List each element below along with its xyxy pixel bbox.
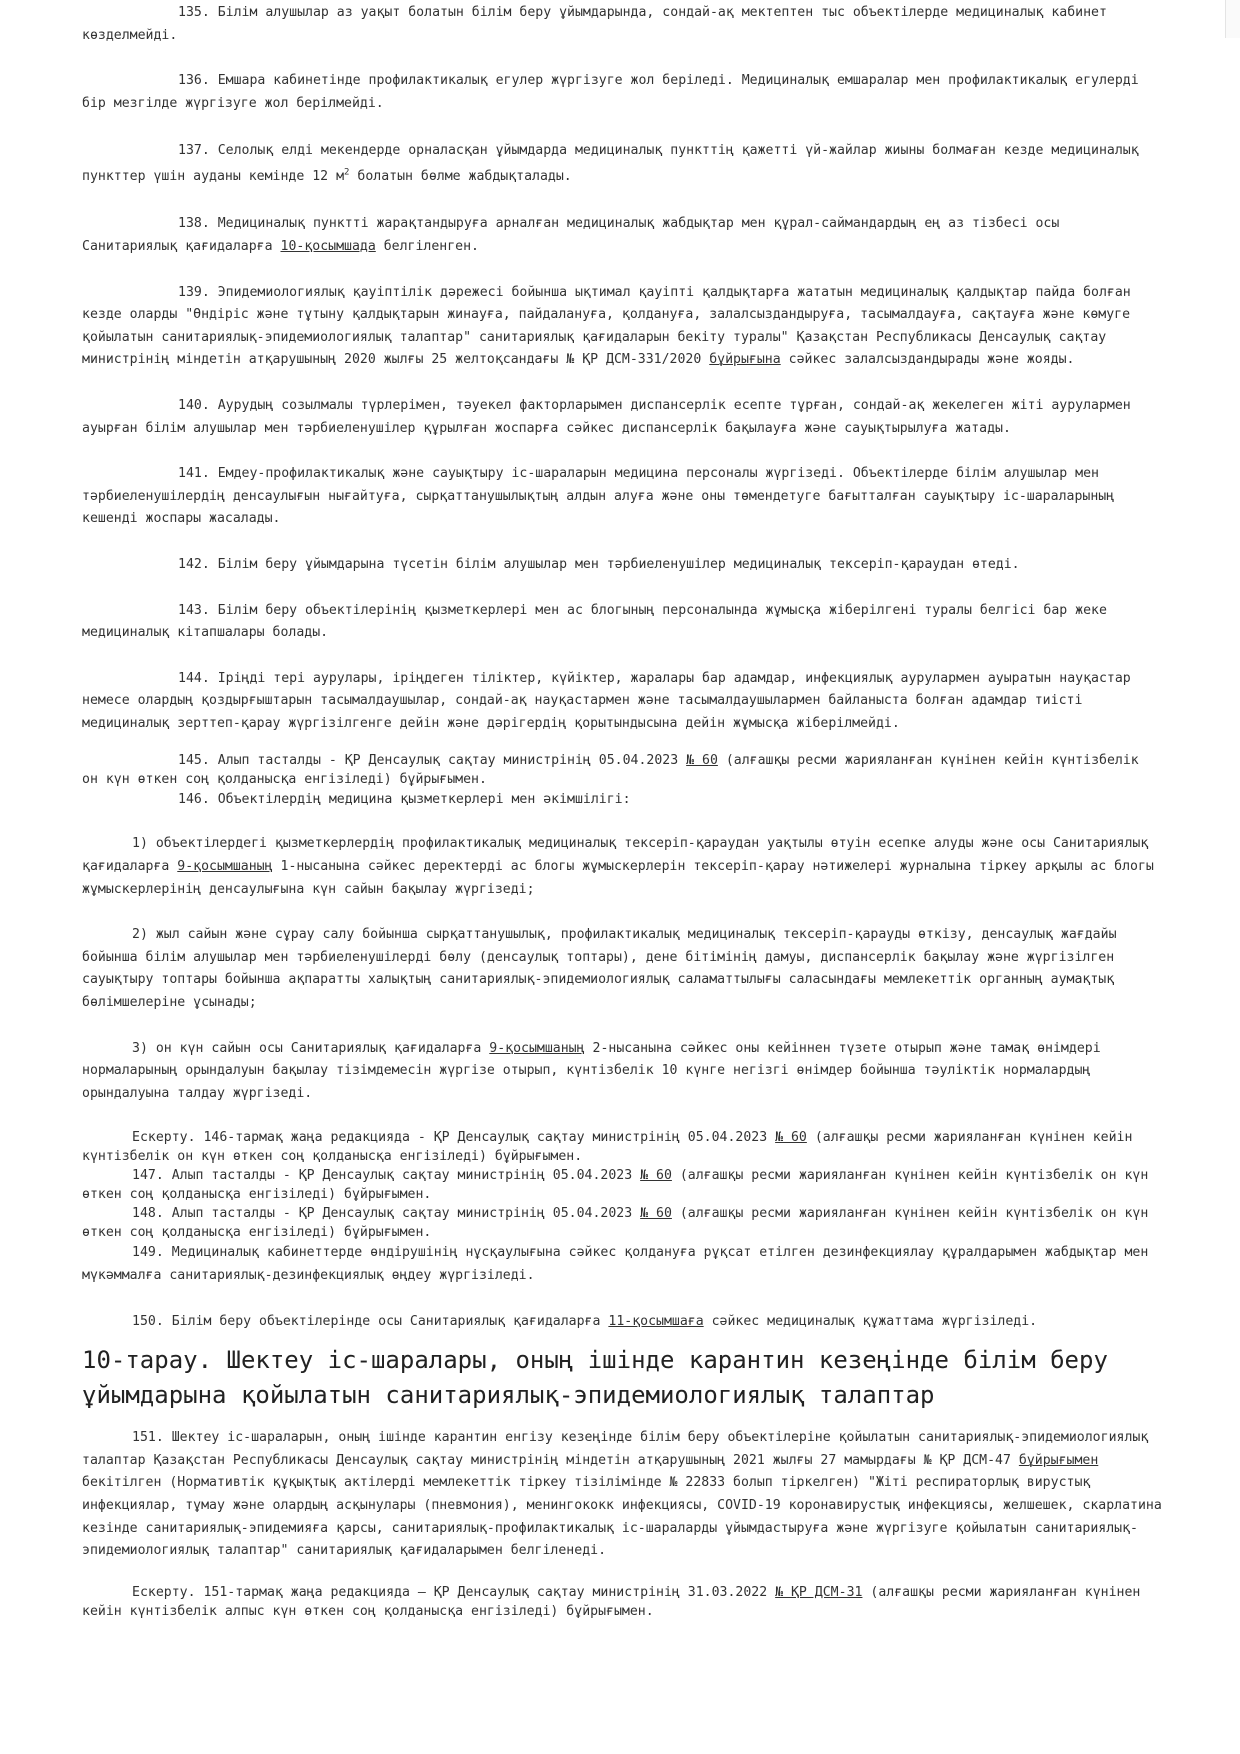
paragraph-text: сәйкес залалсыздандырады және жояды.	[780, 352, 1075, 368]
paragraph-text: 151. Шектеу іс-шараларын, оның ішінде карантин енгізу кезеңінде білім беру объектілеріне қойылатын санитариялық-эпидемиологиялық талаптар Қазақстан Республикасы Денсаулық сақтау министрінің міндетін атқарушының 2021 жылғы 27 мамырдағы № ҚР ДСМ-47	[82, 1430, 1149, 1468]
note-text: Ескерту. 151-тармақ жаңа редакцияда – ҚР Денсаулық сақтау министрінің 31.03.2022	[132, 1584, 776, 1600]
paragraph-text: 138. Медициналық пунктті жарақтандыруға арналған медициналық жабдықтар мен құрал-саймандардың ең аз тізбесі осы Санитариялық қағидаларға	[82, 216, 1060, 254]
paragraph-text: болатын бөлме жабдықталады.	[349, 169, 572, 185]
paragraph-text: 135. Білім алушылар аз уақыт болатын білім беру ұйымдарында, сондай-ақ мектептен тыс объектілерде медициналық кабинет көзделмейді.	[82, 5, 1107, 43]
order-60-link[interactable]: № 60	[640, 1168, 672, 1184]
note-text: (алғашқы ресми жарияланған күнінен кейін күнтізбелік алпыс күн өткен соң қолданысқа енгізіледі) бұйрығымен.	[82, 1584, 1141, 1619]
order-60-link[interactable]: № 60	[640, 1206, 672, 1222]
paragraph-text: 137. Селолық елді мекендерде орналасқан ұйымдарда медициналық пункттің қажетті үй-жайлар жиыны болмаған кезде медициналық пункттер үшін ауданы кемінде 12 м	[82, 143, 1139, 185]
paragraph-151	[82, 1427, 1162, 1563]
note-text: Ескерту. 146-тармақ жаңа редакцияда - ҚР Денсаулық сақтау министрінің 05.04.2023	[132, 1130, 776, 1146]
paragraph-text: 2-нысанына сәйкес оны кейіннен түзете отырып және тамақ өнімдері нормаларының орындалуын бақылау тізімдемесін жүргізе отырып, күнтізбелік 10 күнге негізгі өнімдер бойынша тәуліктік нормалардың орындалуына талдау жүргізеді.	[82, 1040, 1101, 1101]
paragraph-text: 148. Алып тасталды - ҚР Денсаулық сақтау министрінің 05.04.2023	[132, 1206, 641, 1222]
paragraph-text: 2) жыл сайын және сұрау салу бойынша сырқаттанушылық, профилактикалық медициналық тексеріп-қарауды өткізу, денсаулық жағдайы бойынша білім алушылар мен тәрбиеленушілерді бөлу (денсаулық топтары), дене бітімінің дамуы, диспансерлік бақылау және жүргізілген сауықтыру топтары бойынша ақпаратты халықтың санитариялық-эпидемиологиялық саламаттылығы саласындағы мемлекеттік органның аумақтық бөлімшелеріне ұсынады;	[82, 927, 1117, 1011]
paragraph-text: 149. Медициналық кабинеттерде өндірушінің нұсқаулығына сәйкес қолдануға рұқсат етілген дезинфекциялау құралдарымен жабдықтар мен мүкәммалға санитариялық-дезинфекциялық өңдеу жүргізіледі.	[82, 1245, 1149, 1283]
paragraph-text: (алғашқы ресми жарияланған күнінен кейін күнтізбелік он күн өткен соң қолданысқа енгізіледі) бұйрығымен.	[82, 1206, 1149, 1241]
paragraph-149	[82, 1242, 1162, 1287]
paragraph-text: 150. Білім беру объектілерінде осы Санитариялық қағидаларға	[132, 1313, 609, 1329]
annex-9-link[interactable]: 9-қосымшаның	[177, 859, 273, 875]
order-dsm31-link[interactable]: № ҚР ДСМ-31	[775, 1584, 863, 1600]
paragraph-text: 146. Объектілердің медицина қызметкерлері мен әкімшілігі:	[178, 792, 631, 808]
paragraph-text: 1-нысанына сәйкес деректерді ас блогы жұмыскерлерін тексеріп-қарау нәтижелері журналына тіркеу арқылы ас блогы жұмыскерлерінің денсаулығына күн сайын бақылау жүргізеді;	[82, 859, 1154, 897]
order-60-link[interactable]: № 60	[686, 753, 718, 769]
paragraph-text: 142. Білім беру ұйымдарына түсетін білім алушылар мен тәрбиеленушілер медициналық тексеріп-қараудан өтеді.	[178, 556, 1020, 572]
paragraph-text: белгіленген.	[375, 238, 479, 254]
paragraph-146-1	[82, 833, 1162, 901]
paragraph-text: 139. Эпидемиологиялық қауіптілік дәрежесі бойынша ықтимал қауіпті қалдықтарға жататын медициналық қалдықтар пайда болған кезде оларды "Өндіріс және тұтыну қалдықтарын жинауға, пайдалануға, қолдануға, залалсыздандыруға, тасымалдауға, сақтауға және көмуге қойылатын санитариялық-эпидемиологиялық талаптар" санитариялық қағидаларын бекіту туралы" Қазақстан Республикасы Денсаулық сақтау министрінің міндетін атқарушының 2020 жылғы 25 желтоқсандағы № ҚР ДСМ-331/2020	[82, 284, 1131, 368]
chapter-10-heading: 10-тарау. Шектеу іс-шаралары, оның ішінде карантин кезеңінде білім беру ұйымдарына қойылатын санитариялық-эпидемиологиялық талаптар	[82, 1346, 1108, 1410]
paragraph-147	[82, 1166, 1162, 1204]
annex-11-link[interactable]: 11-қосымшаға	[608, 1313, 704, 1329]
paragraph-text: (алғашқы ресми жарияланған күнінен кейін күнтізбелік он күн өткен соң қолданысқа енгізіледі) бұйрығымен.	[82, 753, 1139, 788]
paragraph-138	[82, 213, 1162, 258]
paragraph-146-2	[82, 924, 1162, 1014]
note-146	[82, 1128, 1162, 1166]
paragraph-137	[82, 138, 1162, 190]
paragraph-text: (алғашқы ресми жарияланған күнінен кейін күнтізбелік он күн өткен соң қолданысқа енгізіледі) бұйрығымен.	[82, 1168, 1149, 1203]
order-60-link[interactable]: № 60	[775, 1130, 807, 1146]
document-body	[82, 0, 1162, 1621]
paragraph-145	[82, 751, 1162, 789]
paragraph-150	[82, 1311, 1162, 1334]
paragraph-text: 136. Емшара кабинетінде профилактикалық егулер жүргізуге жол беріледі. Медициналық емшаралар мен профилактикалық егулерді бір мезгілде жүргізуге жол берілмейді.	[82, 73, 1139, 111]
paragraph-148	[82, 1204, 1162, 1242]
paragraph-144	[82, 668, 1162, 736]
order-dsm47-link[interactable]: бұйрығымен	[1018, 1452, 1099, 1468]
paragraph-text: 147. Алып тасталды - ҚР Денсаулық сақтау министрінің 05.04.2023	[132, 1168, 641, 1184]
paragraph-146	[82, 789, 1162, 810]
paragraph-text: 141. Емдеу-профилактикалық және сауықтыру іс-шараларын медицина персоналы жүргізеді. Объектілерде білім алушылар мен тәрбиеленушілердің денсаулығын нығайтуға, сырқаттанушылықтың алдын алуға және оны төмендетуге бағытталған сауықтыру іс-шараларының кешенді жоспары жасалады.	[82, 466, 1115, 527]
scrollbar[interactable]	[1225, 0, 1240, 38]
paragraph-135	[82, 2, 1162, 47]
paragraph-text: 1) объектілердегі қызметкерлердің профилактикалық медициналық тексеріп-қараудан уақтылы өтуін есепке алуды және осы Санитариялық қағидаларға	[82, 836, 1149, 875]
superscript: 2	[344, 167, 350, 178]
paragraph-text: 144. Іріңді тері аурулары, іріңдеген тіліктер, күйіктер, жаралары бар адамдар, инфекциялық аурулармен ауыратын науқастар немесе олардың қоздырғыштарын тасымалдаушылар, сондай-ақ науқастармен және тасымалдаушылармен байланыста болған адамдар тиісті медициналық зерттеп-қарау жүргізілгенге дейін және дәрігердің қорытындысына дейін жұмысқа жіберілмейді.	[82, 670, 1131, 731]
paragraph-140	[82, 395, 1162, 440]
order-link[interactable]: бұйрығына	[709, 352, 781, 368]
paragraph-text: бекітілген (Нормативтік құқықтық актілерді мемлекеттік тіркеу тізілімінде № 22833 болып тіркелген) "Жіті респираторлық вирустық инфекциялар, тұмау және олардың асқынулары (пневмония), менингококк инфекциясы, COVID-19 коронавирустық инфекциясы, желшешек, скарлатина кезінде санитариялық-эпидемияға қарсы, санитариялық-профилактикалық іс-шараларды ұйымдастыруға және жүргізуге қойылатын санитариялық-эпидемиологиялық талаптар" санитариялық қағидаларымен белгіленеді.	[82, 1475, 1162, 1559]
paragraph-text: 143. Білім беру объектілерінің қызметкерлері мен ас блогының персоналында жұмысқа жіберілгені туралы белгісі бар жеке медициналық кітапшалары болады.	[82, 602, 1107, 641]
paragraph-text: сәйкес медициналық құжаттама жүргізіледі.	[703, 1313, 1038, 1329]
paragraph-136	[82, 70, 1162, 115]
paragraph-146-3	[82, 1038, 1162, 1106]
paragraph-text: 140. Аурудың созылмалы түрлерімен, тәуекел факторларымен диспансерлік есепте тұрған, сондай-ақ жекелеген жіті аурулармен ауырған білім алушылар мен тәрбиеленушілер құрылған жоспарға сәйкес диспансерлік бақылауға және сауықтырылуға жатады.	[82, 397, 1131, 436]
paragraph-141	[82, 463, 1162, 531]
annex-9-link[interactable]: 9-қосымшаның	[489, 1040, 585, 1056]
paragraph-143	[82, 600, 1162, 645]
paragraph-139	[82, 282, 1162, 372]
paragraph-text: 3) он күн сайын осы Санитариялық қағидаларға	[132, 1040, 490, 1056]
paragraph-142	[82, 554, 1162, 577]
paragraph-text: 145. Алып тасталды - ҚР Денсаулық сақтау министрінің 05.04.2023	[178, 753, 687, 769]
note-text: (алғашқы ресми жарияланған күнінен кейін күнтізбелік он күн өткен соң қолданысқа енгізіледі) бұйрығымен.	[82, 1130, 1133, 1165]
note-151	[82, 1583, 1162, 1621]
annex-10-link[interactable]: 10-қосымшада	[280, 238, 376, 254]
